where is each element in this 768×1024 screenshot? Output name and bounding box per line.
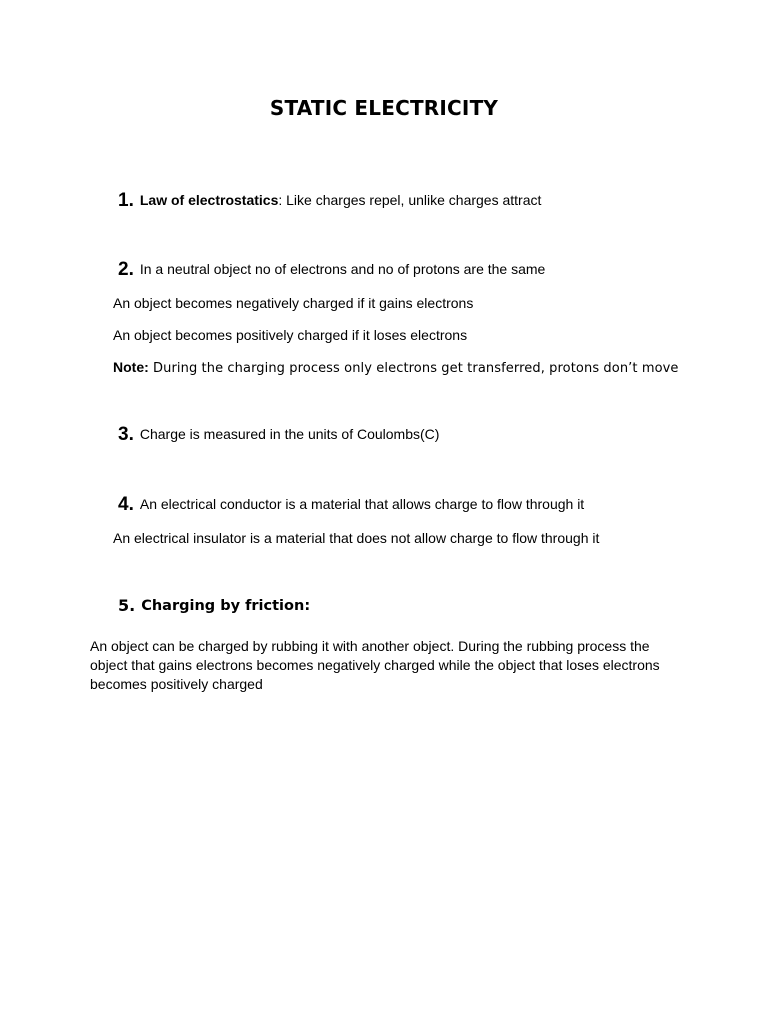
item-2-text: In a neutral object no of electrons and no of protons are the same bbox=[139, 261, 546, 277]
item-2-line-1: An object becomes negatively charged if it gains electrons bbox=[113, 295, 474, 311]
item-4-number: 4. bbox=[118, 494, 134, 515]
item-4-line-1: An electrical insulator is a material that does not allow charge to flow through it bbox=[113, 530, 600, 546]
item-2-number: 2. bbox=[118, 259, 134, 280]
item-2-note bbox=[113, 359, 679, 376]
note-label: Note: bbox=[113, 359, 149, 375]
item-5-heading: Charging by friction bbox=[141, 598, 305, 614]
item-3 bbox=[118, 424, 439, 446]
item-2 bbox=[118, 259, 545, 281]
item-4 bbox=[118, 494, 584, 516]
item-3-text: Charge is measured in the units of Coulombs(C) bbox=[139, 426, 440, 442]
item-1-bold-label: Law of electrostatics bbox=[139, 192, 279, 208]
item-3-number: 3. bbox=[118, 424, 134, 445]
item-5-heading-colon: : bbox=[304, 598, 311, 614]
item-5 bbox=[118, 596, 310, 615]
page-title: STATIC ELECTRICITY bbox=[269, 96, 499, 120]
friction-paragraph: An object can be charged by rubbing it with another object. During the rubbing process the object that gains electrons becomes negatively charged while the object that loses electrons becomes positively charged bbox=[90, 638, 660, 692]
item-1-text: : Like charges repel, unlike charges attract bbox=[278, 192, 542, 208]
item-5-number: 5. bbox=[118, 596, 136, 615]
item-1-number: 1. bbox=[118, 190, 134, 211]
note-text: During the charging process only electrons get transferred, protons don’t move bbox=[148, 361, 679, 376]
item-4-text: An electrical conductor is a material that allows charge to flow through it bbox=[139, 496, 585, 512]
item-1 bbox=[118, 190, 541, 212]
item-2-line-2: An object becomes positively charged if it loses electrons bbox=[113, 327, 468, 343]
